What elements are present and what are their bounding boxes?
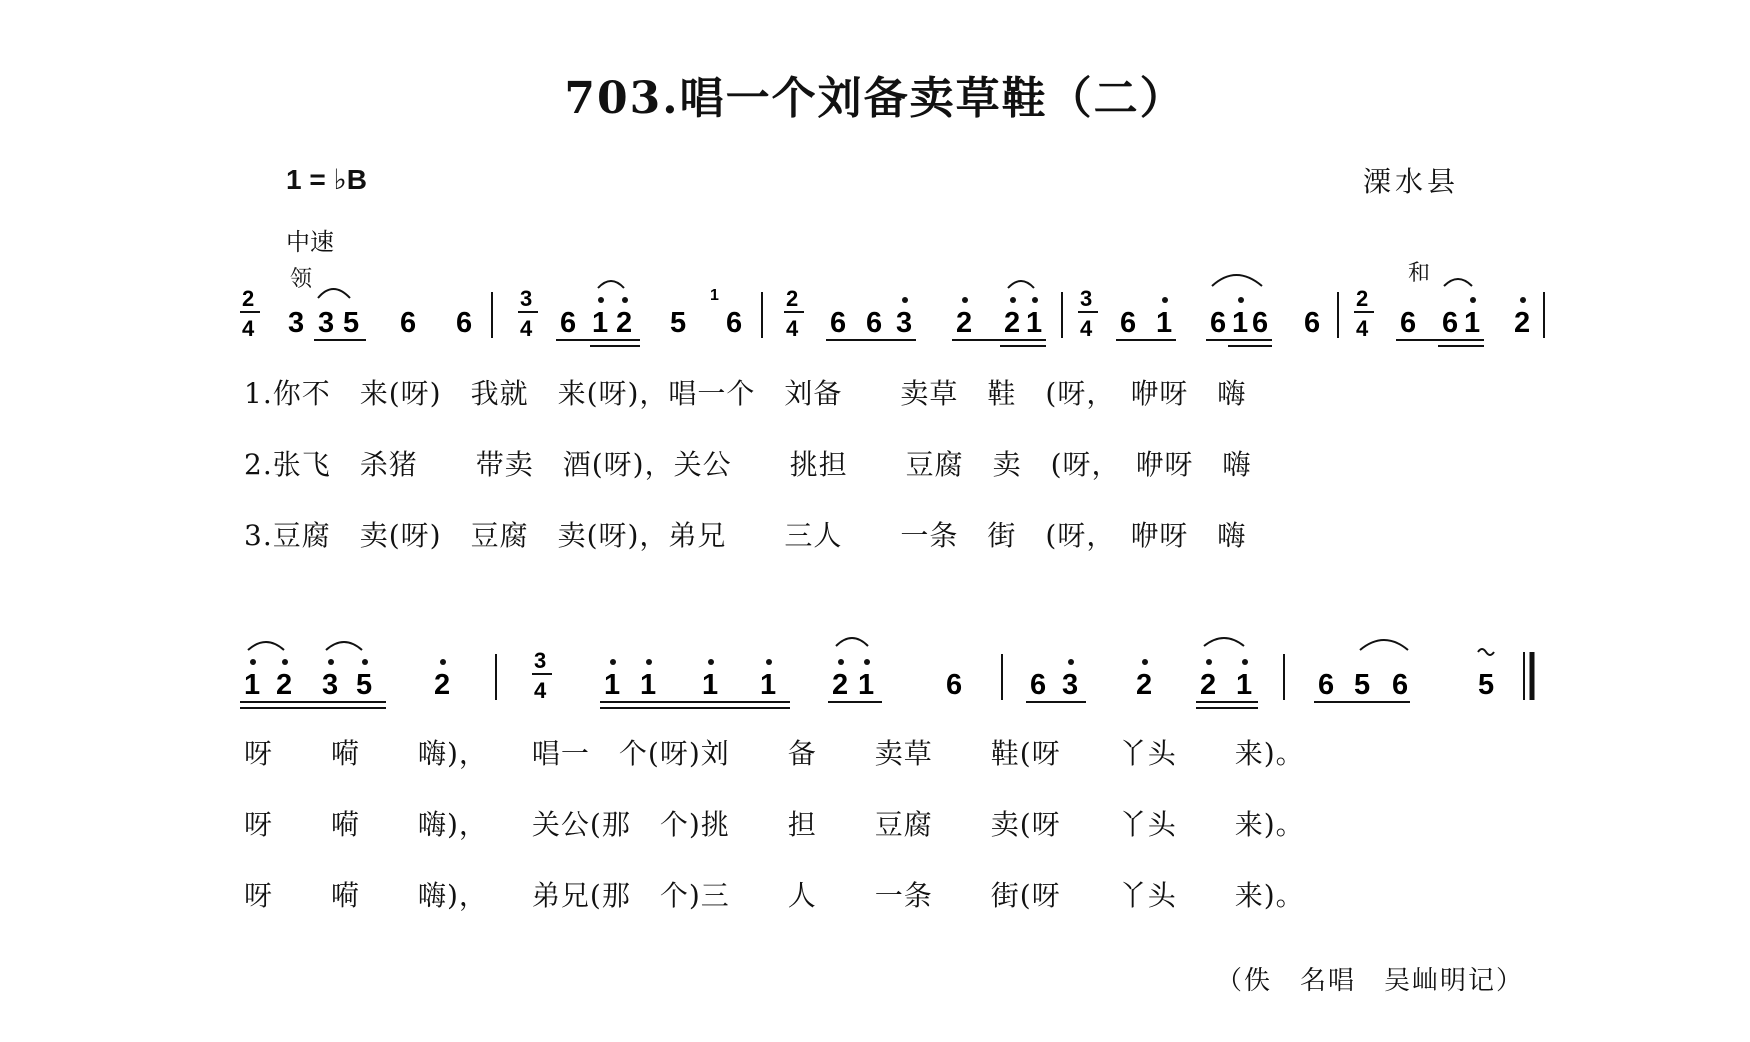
svg-text:1: 1 (244, 669, 261, 701)
lyric-line-2-verse-1: 呀 嗬 嗨)， 唱一 个(呀)刘 备 卖草 鞋(呀 丫头 来)。 (244, 737, 1305, 770)
svg-text:6: 6 (1304, 307, 1321, 339)
svg-text:5: 5 (1478, 669, 1495, 701)
svg-text:3: 3 (288, 307, 305, 339)
svg-text:2: 2 (276, 669, 293, 701)
lead-part-marker: 领 (290, 267, 313, 292)
chorus-part-marker: 和 (1408, 261, 1431, 286)
performer-credit: （佚 名唱 吴屾明记） (1216, 966, 1525, 996)
svg-text:2: 2 (1514, 307, 1531, 339)
svg-text:4: 4 (520, 316, 533, 341)
svg-text:2: 2 (786, 286, 799, 311)
svg-text:6: 6 (726, 307, 743, 339)
svg-text:6: 6 (866, 307, 883, 339)
svg-text:1: 1 (858, 669, 875, 701)
svg-text:2: 2 (434, 669, 451, 701)
lyric-line-2-verse-2: 呀 嗬 嗨)， 关公(那 个)挑 担 豆腐 卖(呀 丫头 来)。 (244, 808, 1305, 841)
svg-text:2: 2 (1200, 669, 1217, 701)
svg-text:6: 6 (560, 307, 577, 339)
svg-text:1: 1 (1232, 307, 1249, 339)
lyric-line-2-verse-3: 呀 嗬 嗨)， 弟兄(那 个)三 人 一条 街(呀 丫头 来)。 (244, 879, 1305, 912)
svg-text:3: 3 (1080, 286, 1093, 311)
svg-text:4: 4 (786, 316, 799, 341)
svg-text:5: 5 (343, 307, 360, 339)
svg-text:4: 4 (242, 316, 255, 341)
svg-text:5: 5 (670, 307, 687, 339)
svg-text:1: 1 (702, 669, 719, 701)
svg-text:1: 1 (710, 287, 719, 304)
svg-text:1: 1 (604, 669, 621, 701)
svg-text:3: 3 (896, 307, 913, 339)
svg-text:1: 1 (760, 669, 777, 701)
svg-text:6: 6 (1318, 669, 1335, 701)
song-title: 703.唱一个刘备卖草鞋（二） (564, 73, 1186, 124)
svg-text:1: 1 (640, 669, 657, 701)
svg-text:1: 1 (1156, 307, 1173, 339)
svg-text:6: 6 (400, 307, 417, 339)
key-signature: 1 = ♭B (286, 164, 367, 195)
svg-text:2: 2 (832, 669, 849, 701)
lyric-line-1-verse-2: 2.张飞 杀猪 带卖 酒(呀)，关公 挑担 豆腐 卖 (呀， 咿呀 嗨 (244, 448, 1252, 481)
svg-text:3: 3 (318, 307, 335, 339)
lyric-line-1-verse-1: 1.你不 来(呀) 我就 来(呀)，唱一个 刘备 卖草 鞋 (呀， 咿呀 嗨 (244, 377, 1247, 410)
svg-text:6: 6 (1120, 307, 1137, 339)
svg-text:3: 3 (520, 286, 533, 311)
svg-text:6: 6 (1210, 307, 1227, 339)
svg-text:2: 2 (956, 307, 973, 339)
svg-text:1: 1 (1236, 669, 1253, 701)
svg-text:1: 1 (1464, 307, 1481, 339)
tempo-marking: 中速 (286, 228, 334, 256)
svg-text:2: 2 (242, 286, 255, 311)
region-label: 溧水县 (1363, 165, 1460, 198)
svg-text:1: 1 (592, 307, 609, 339)
notation-line-2 (240, 638, 1532, 708)
svg-text:6: 6 (830, 307, 847, 339)
svg-text:4: 4 (1356, 316, 1369, 341)
svg-text:5: 5 (1354, 669, 1371, 701)
svg-text:6: 6 (1442, 307, 1459, 339)
svg-text:6: 6 (1252, 307, 1269, 339)
svg-text:2: 2 (616, 307, 633, 339)
svg-text:5: 5 (356, 669, 373, 701)
lyric-line-1-verse-3: 3.豆腐 卖(呀) 豆腐 卖(呀)，弟兄 三人 一条 街 (呀， 咿呀 嗨 (244, 519, 1247, 552)
svg-text:3: 3 (322, 669, 339, 701)
notation-line-1 (240, 275, 1544, 346)
svg-text:3: 3 (1062, 669, 1079, 701)
svg-text:6: 6 (456, 307, 473, 339)
svg-text:6: 6 (1392, 669, 1409, 701)
svg-text:4: 4 (534, 678, 547, 703)
svg-text:4: 4 (1080, 316, 1093, 341)
svg-text:6: 6 (1400, 307, 1417, 339)
svg-text:6: 6 (1030, 669, 1047, 701)
svg-text:2: 2 (1356, 286, 1369, 311)
svg-text:3: 3 (534, 648, 547, 673)
svg-text:1: 1 (1026, 307, 1043, 339)
svg-text:2: 2 (1004, 307, 1021, 339)
svg-text:2: 2 (1136, 669, 1153, 701)
svg-text:6: 6 (946, 669, 963, 701)
